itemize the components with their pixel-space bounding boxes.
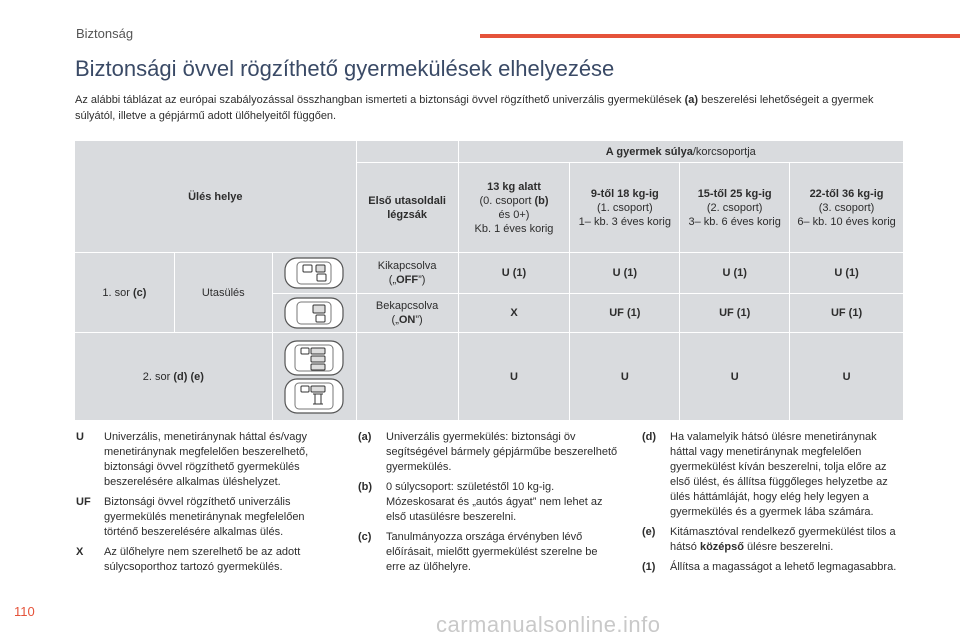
legend-item-b [358, 480, 620, 525]
row1-off-g0: U (1) [458, 253, 570, 294]
intro-ref: (a) [684, 94, 699, 106]
row2-label [75, 333, 273, 421]
row1-on-g1: UF (1) [570, 294, 680, 333]
child-seat-table [74, 140, 904, 421]
row2-ref: (d) (e) [173, 370, 204, 383]
legend-key: UF [76, 496, 91, 508]
legend-column-2 [358, 430, 620, 580]
legend-text: Univerzális, menetiránynak háttal és/vagy menetiránynak megfelelően beszerelhető, biztonsági övvel rögzíthető gyermekülés beszerelésére alkalmas üléshelyzet. [104, 431, 309, 488]
legend-key: (1) [642, 561, 656, 573]
legend-text: Biztonsági övvel rögzíthető univerzális gyermekülés menetiránynak megfelelően történő beszerelésére alkalmas ülés. [104, 496, 305, 538]
legend-key: U [76, 431, 84, 443]
intro-text-before: Az alábbi táblázat az európai szabályozással összhangban ismerteti a biztonsági övvel rögzíthető univerzális gyermekülések [75, 94, 685, 106]
airbag-off-line1: Kikapcsolva [377, 260, 437, 272]
airbag-on-cell [356, 294, 458, 333]
car-front-seat-icon [283, 296, 345, 330]
intro-paragraph [75, 92, 895, 124]
legend-text: Univerzális gyermekülés: biztonsági öv segítségével bármely gépjárműbe beszerelhető gyermekülés. [386, 431, 618, 473]
weight-header-rest: /korcsoportja [692, 145, 756, 158]
legend-item-uf [76, 495, 338, 540]
car-rear-middle-seat-icon [283, 377, 345, 415]
airbag-on-line1: Bekapcsolva [375, 300, 439, 312]
row1-label-text: 1. sor [102, 286, 133, 299]
row1-ref: (c) [132, 286, 147, 299]
row1-off-g3: U (1) [790, 253, 904, 294]
legend-item-x [76, 545, 338, 575]
row2-g0: U [458, 333, 570, 421]
airbag-off-quote-close: ”) [418, 274, 426, 286]
group-1-age: 1– kb. 3 éves korig [578, 215, 671, 228]
legend-text-post: ülésre beszerelni. [743, 541, 834, 553]
legend-column-3 [642, 430, 904, 580]
group-3-weight: 22-től 36 kg-ig [809, 187, 884, 200]
row1-on-g0: X [458, 294, 570, 333]
legend-key: X [76, 546, 84, 558]
airbag-header: Első utasoldali légzsák [356, 163, 458, 253]
weight-header-bold: A gyermek súlya [605, 145, 693, 158]
car-diagram-cell-on [272, 294, 356, 333]
group-2-weight: 15-től 25 kg-ig [697, 187, 772, 200]
car-diagram-cell-rear [272, 333, 356, 421]
legend-item-u [76, 430, 338, 490]
legend-key: (e) [642, 526, 656, 538]
group-0-age: Kb. 1 éves korig [474, 222, 554, 235]
airbag-on-quote-open: („ [391, 314, 399, 326]
airbag-off-quote-open: („ [388, 274, 397, 286]
group-2-class: (2. csoport) [706, 201, 763, 214]
group-2-header [680, 163, 790, 253]
group-2-age: 3– kb. 6 éves korig [688, 215, 781, 228]
legend-item-a [358, 430, 620, 475]
airbag-on-quote-close: ”) [415, 314, 423, 326]
group-0-class-cont: és 0+) [498, 208, 530, 221]
legend-item-e [642, 525, 904, 555]
row2-g3: U [790, 333, 904, 421]
row1-seat: Utasülés [174, 253, 272, 333]
page-number: 110 [14, 604, 35, 619]
legend-key: (c) [358, 531, 372, 543]
legend-text-pre: Kitámasztóval rendelkező gyermekülést tilos a hátsó [670, 526, 896, 553]
legend-text: Ha valamelyik hátsó ülésre menetiránynak háttal vagy menetiránynak megfelelően gyermekülést kíván beszerelni, tolja előre az első ülést, és állítsa függőleges helyzetbe az ülés háttámláját, hogy elég hely legyen a gyermekülés és a gyermek lába számára. [670, 431, 888, 518]
legend-text: Állítsa a magasságot a lehető legmagasabbra. [670, 561, 897, 573]
legend-item-c [358, 530, 620, 575]
car-front-seat-icon [283, 255, 345, 291]
seat-position-header: Ülés helye [75, 141, 357, 253]
airbag-off-cell [356, 253, 458, 294]
row1-label [75, 253, 175, 333]
group-1-header [570, 163, 680, 253]
group-3-class: (3. csoport) [818, 201, 875, 214]
group-0-class: (0. csoport [479, 194, 535, 207]
row2-empty-cell [356, 333, 458, 421]
legend-key: (a) [358, 431, 372, 443]
section-title: Biztonság [76, 26, 134, 41]
row1-off-g1: U (1) [570, 253, 680, 294]
row1-on-g3: UF (1) [790, 294, 904, 333]
legend-text: Az ülőhelyre nem szerelhető be az adott súlycsoporthoz tartozó gyermekülés. [104, 546, 301, 573]
airbag-on-label: ON [398, 314, 416, 326]
legend-item-d [642, 430, 904, 520]
group-1-weight: 9-től 18 kg-ig [590, 187, 659, 200]
page-title: Biztonsági övvel rögzíthető gyermekülések elhelyezése [75, 56, 615, 81]
legend-column-1 [76, 430, 338, 580]
legend-text-bold: középső [699, 541, 744, 553]
row2-g2: U [680, 333, 790, 421]
watermark: carmanualsonline.info [436, 612, 661, 637]
legend-key: (d) [642, 431, 657, 443]
legend-item-1 [642, 560, 904, 575]
group-0-weight: 13 kg alatt [487, 180, 541, 193]
legend-text [670, 525, 904, 555]
airbag-off-label: OFF [396, 274, 419, 286]
row2-g1: U [570, 333, 680, 421]
car-diagram-cell-off [272, 253, 356, 294]
group-3-age: 6– kb. 10 éves korig [797, 215, 896, 228]
legend-text: Tanulmányozza országa érvényben lévő előírásait, mielőtt gyermekülést szerelne be erre az ülőhelyre. [386, 531, 598, 573]
row1-on-g2: UF (1) [680, 294, 790, 333]
legend-text: 0 súlycsoport: születéstől 10 kg-ig. Mózeskosarat és „autós ágyat” nem lehet az első utasülésre beszerelni. [386, 481, 603, 523]
car-rear-seat-icon [283, 339, 345, 377]
group-0-header [458, 163, 570, 253]
accent-bar [480, 34, 960, 38]
group-0-ref: (b) [534, 194, 549, 207]
legend-key: (b) [358, 481, 373, 493]
weight-header [458, 141, 903, 163]
group-1-class: (1. csoport) [597, 201, 653, 214]
row1-off-g2: U (1) [680, 253, 790, 294]
row2-label-text: 2. sor [142, 370, 174, 383]
empty-header-cell [356, 141, 458, 163]
group-3-header [790, 163, 904, 253]
intro-text-after: beszerelési lehetőségeit a gyermek súlyától, illetve a gépjármű adott ülőhelyeitől függően. [75, 94, 874, 122]
